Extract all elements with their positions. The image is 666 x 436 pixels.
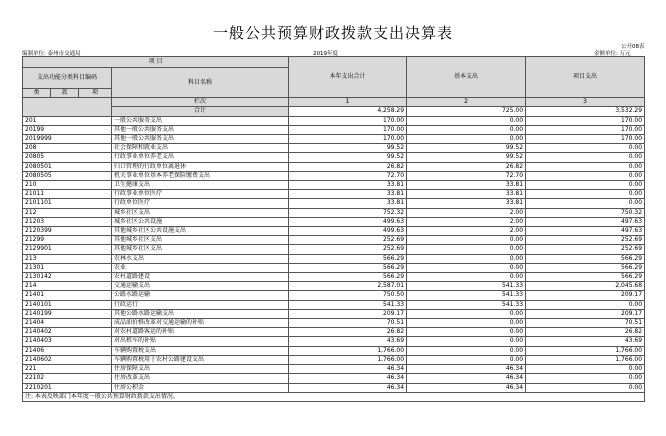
row-name: 对出租车的补贴 — [112, 337, 289, 346]
row-code: 201 — [23, 116, 112, 125]
row-basic: 2.00 — [407, 208, 526, 217]
row-code: 21301 — [23, 263, 112, 272]
row-name: 公路水路运输 — [112, 291, 289, 300]
row-project: 252.69 — [526, 236, 645, 245]
row-total: 252.69 — [289, 236, 407, 245]
row-code: 2080505 — [23, 171, 112, 180]
row-total: 170.00 — [289, 125, 407, 134]
row-name: 一般公共服务支出 — [112, 116, 289, 125]
row-basic: 0.00 — [407, 346, 526, 355]
row-name: 交通运输支出 — [112, 282, 289, 291]
table-row — [23, 383, 645, 392]
fiscal-year: 2019年度 — [313, 51, 338, 57]
row-code: 21299 — [23, 236, 112, 245]
row-name: 农村道路建设 — [112, 273, 289, 282]
row-name: 住房保障支出 — [112, 365, 289, 374]
row-code: 2120399 — [23, 227, 112, 236]
row-name: 其他城乡社区支出 — [112, 245, 289, 254]
row-code: 2140403 — [23, 337, 112, 346]
row-name: 归口管理的行政单位离退休 — [112, 162, 289, 171]
row-total: 170.00 — [289, 135, 407, 144]
table-row — [23, 190, 645, 199]
row-total: 209.17 — [289, 309, 407, 318]
row-basic: 0.00 — [407, 273, 526, 282]
row-project: 497.63 — [526, 227, 645, 236]
row-name: 对农村道路客运的补贴 — [112, 328, 289, 337]
row-project: 252.69 — [526, 245, 645, 254]
row-code: 2129901 — [23, 245, 112, 254]
row-name: 行政运行 — [112, 300, 289, 309]
table-row — [23, 181, 645, 190]
row-project: 0.00 — [526, 365, 645, 374]
row-total: 566.29 — [289, 254, 407, 263]
row-code: 21401 — [23, 291, 112, 300]
row-basic: 0.00 — [407, 254, 526, 263]
label-lanci: 栏次 — [112, 98, 289, 107]
row-total: 70.51 — [289, 319, 407, 328]
header-project: 项 目 — [23, 57, 289, 68]
row-basic: 2.00 — [407, 217, 526, 226]
row-basic: 0.00 — [407, 236, 526, 245]
row-project: 1,766.00 — [526, 346, 645, 355]
row-total: 43.69 — [289, 337, 407, 346]
row-project: 0.00 — [526, 199, 645, 208]
row-total: 33.81 — [289, 199, 407, 208]
header-kuan: 款 — [51, 89, 79, 98]
row-project: 0.00 — [526, 181, 645, 190]
row-project: 0.00 — [526, 190, 645, 199]
compiling-unit: 编制单位: 泰州市交通局 — [22, 51, 81, 57]
header-basic: 基本支出 — [407, 57, 526, 98]
row-code: 221 — [23, 365, 112, 374]
row-project: 170.00 — [526, 116, 645, 125]
row-basic: 0.00 — [407, 245, 526, 254]
row-project: 43.69 — [526, 337, 645, 346]
table-row — [23, 273, 645, 282]
row-total: 26.82 — [289, 162, 407, 171]
row-basic: 0.00 — [407, 337, 526, 346]
footnote: 注: 本表反映部门本年度一般公共预算财政拨款支出情况。 — [23, 392, 645, 401]
row-code: 2080501 — [23, 162, 112, 171]
row-name: 农业 — [112, 263, 289, 272]
table-row — [23, 217, 645, 226]
header-func-code: 支出功能分类科目编码 — [23, 68, 112, 89]
row-total: 46.34 — [289, 383, 407, 392]
row-code: 21011 — [23, 190, 112, 199]
row-project: 1,766.00 — [526, 355, 645, 364]
table-row — [23, 144, 645, 153]
row-basic: 46.34 — [407, 383, 526, 392]
table-row — [23, 116, 645, 125]
row-total: 1,766.00 — [289, 346, 407, 355]
row-basic: 26.82 — [407, 162, 526, 171]
row-project: 0.00 — [526, 300, 645, 309]
row-project: 170.00 — [526, 135, 645, 144]
row-name: 行政事业单位养老支出 — [112, 153, 289, 162]
row-total: 33.81 — [289, 190, 407, 199]
row-code: 213 — [23, 254, 112, 263]
row-code: 214 — [23, 282, 112, 291]
row-basic: 33.81 — [407, 190, 526, 199]
row-project: 170.00 — [526, 125, 645, 134]
table-row — [23, 291, 645, 300]
row-project: 2,045.68 — [526, 282, 645, 291]
row-total: 566.29 — [289, 273, 407, 282]
total-basic: 725.00 — [407, 107, 526, 116]
amount-unit: 金额单位: 万元 — [594, 51, 631, 57]
row-name: 住房改革支出 — [112, 374, 289, 383]
row-code: 20805 — [23, 153, 112, 162]
row-code: 2140101 — [23, 300, 112, 309]
table-row — [23, 328, 645, 337]
row-project: 750.32 — [526, 208, 645, 217]
idx-spacer — [23, 98, 112, 116]
table-row — [23, 374, 645, 383]
row-name: 其他城乡社区支出 — [112, 236, 289, 245]
row-project: 0.00 — [526, 153, 645, 162]
row-total: 2,587.01 — [289, 282, 407, 291]
row-name: 其他城乡社区公共设施支出 — [112, 227, 289, 236]
row-name: 其他一般公共服务支出 — [112, 125, 289, 134]
row-total: 99.52 — [289, 153, 407, 162]
row-code: 2140602 — [23, 355, 112, 364]
page-title: 一般公共预算财政拨款支出决算表 — [212, 24, 453, 42]
row-code: 22102 — [23, 374, 112, 383]
row-name: 社会保障和就业支出 — [112, 144, 289, 153]
row-project: 209.17 — [526, 309, 645, 318]
row-project: 0.00 — [526, 144, 645, 153]
row-basic: 0.00 — [407, 355, 526, 364]
table-code: 公开08表 — [621, 44, 645, 50]
row-code: 2210201 — [23, 383, 112, 392]
row-code: 2019999 — [23, 135, 112, 144]
row-name: 城乡社区公共设施 — [112, 217, 289, 226]
header-total: 本年支出合计 — [289, 57, 407, 98]
row-total: 752.32 — [289, 208, 407, 217]
row-total: 566.29 — [289, 263, 407, 272]
row-project: 497.63 — [526, 217, 645, 226]
row-project: 0.00 — [526, 171, 645, 180]
row-basic: 72.70 — [407, 171, 526, 180]
row-basic: 46.34 — [407, 365, 526, 374]
row-name: 其他公路水路运输支出 — [112, 309, 289, 318]
row-code: 2101101 — [23, 199, 112, 208]
row-name: 行政事业单位医疗 — [112, 190, 289, 199]
row-code: 210 — [23, 181, 112, 190]
row-total: 252.69 — [289, 245, 407, 254]
table-row — [23, 125, 645, 134]
row-code: 2130142 — [23, 273, 112, 282]
table-row — [23, 208, 645, 217]
row-code: 21406 — [23, 346, 112, 355]
row-name: 成品油价格改革对交通运输的补贴 — [112, 319, 289, 328]
table-row — [23, 300, 645, 309]
header-xiang: 项 — [79, 89, 112, 98]
row-total: 33.81 — [289, 181, 407, 190]
row-project: 566.29 — [526, 273, 645, 282]
row-project: 0.00 — [526, 383, 645, 392]
table-row — [23, 254, 645, 263]
row-project: 566.29 — [526, 254, 645, 263]
row-basic: 99.52 — [407, 153, 526, 162]
row-project: 0.00 — [526, 374, 645, 383]
table-row — [23, 319, 645, 328]
row-code: 208 — [23, 144, 112, 153]
row-basic: 0.00 — [407, 135, 526, 144]
header-project-exp: 项目支出 — [526, 57, 645, 98]
idx-1: 1 — [289, 98, 407, 107]
table-row — [23, 337, 645, 346]
row-basic: 541.33 — [407, 282, 526, 291]
table-row — [23, 282, 645, 291]
row-name: 机关事业单位基本养老保险缴费支出 — [112, 171, 289, 180]
table-row — [23, 171, 645, 180]
row-name: 车辆购置税支出 — [112, 346, 289, 355]
row-code: 2140199 — [23, 309, 112, 318]
table-row — [23, 236, 645, 245]
header-subject-name: 科目名称 — [112, 68, 289, 98]
table-row — [23, 227, 645, 236]
row-basic: 2.00 — [407, 227, 526, 236]
row-total: 46.34 — [289, 365, 407, 374]
table-row — [23, 355, 645, 364]
total-project: 3,532.29 — [526, 107, 645, 116]
header-lei: 类 — [23, 89, 51, 98]
row-code: 212 — [23, 208, 112, 217]
row-project: 209.17 — [526, 291, 645, 300]
table-row — [23, 162, 645, 171]
row-name: 住房公积金 — [112, 383, 289, 392]
row-name: 卫生健康支出 — [112, 181, 289, 190]
row-total: 26.82 — [289, 328, 407, 337]
table-row — [23, 135, 645, 144]
row-project: 70.51 — [526, 319, 645, 328]
row-project: 566.29 — [526, 263, 645, 272]
row-total: 541.33 — [289, 300, 407, 309]
row-name: 车辆购置税用于农村公路建设支出 — [112, 355, 289, 364]
row-basic: 0.00 — [407, 328, 526, 337]
table-row — [23, 309, 645, 318]
row-basic: 46.34 — [407, 374, 526, 383]
row-code: 21203 — [23, 217, 112, 226]
row-code: 2140402 — [23, 328, 112, 337]
row-total: 170.00 — [289, 116, 407, 125]
row-basic: 0.00 — [407, 125, 526, 134]
row-basic: 0.00 — [407, 116, 526, 125]
row-basic: 0.00 — [407, 309, 526, 318]
row-code: 20199 — [23, 125, 112, 134]
table-row — [23, 153, 645, 162]
total-sum: 4,258.29 — [289, 107, 407, 116]
idx-3: 3 — [526, 98, 645, 107]
row-basic: 0.00 — [407, 263, 526, 272]
row-total: 499.63 — [289, 227, 407, 236]
row-total: 499.63 — [289, 217, 407, 226]
row-total: 72.70 — [289, 171, 407, 180]
table-row — [23, 199, 645, 208]
row-basic: 541.33 — [407, 300, 526, 309]
row-basic: 0.00 — [407, 319, 526, 328]
table-row — [23, 263, 645, 272]
row-total: 99.52 — [289, 144, 407, 153]
row-project: 26.82 — [526, 328, 645, 337]
table-row — [23, 346, 645, 355]
table-row — [23, 365, 645, 374]
expenditure-table — [22, 56, 645, 402]
row-name: 其他一般公共服务支出 — [112, 135, 289, 144]
row-basic: 33.81 — [407, 199, 526, 208]
row-total: 750.50 — [289, 291, 407, 300]
row-name: 行政单位医疗 — [112, 199, 289, 208]
row-basic: 33.81 — [407, 181, 526, 190]
row-basic: 541.33 — [407, 291, 526, 300]
idx-2: 2 — [407, 98, 526, 107]
row-total: 46.34 — [289, 374, 407, 383]
row-name: 农林水支出 — [112, 254, 289, 263]
row-code: 21404 — [23, 319, 112, 328]
table-row — [23, 245, 645, 254]
row-total: 1,766.00 — [289, 355, 407, 364]
label-heji: 合计 — [112, 107, 289, 116]
row-basic: 99.52 — [407, 144, 526, 153]
row-project: 0.00 — [526, 162, 645, 171]
row-name: 城乡社区支出 — [112, 208, 289, 217]
